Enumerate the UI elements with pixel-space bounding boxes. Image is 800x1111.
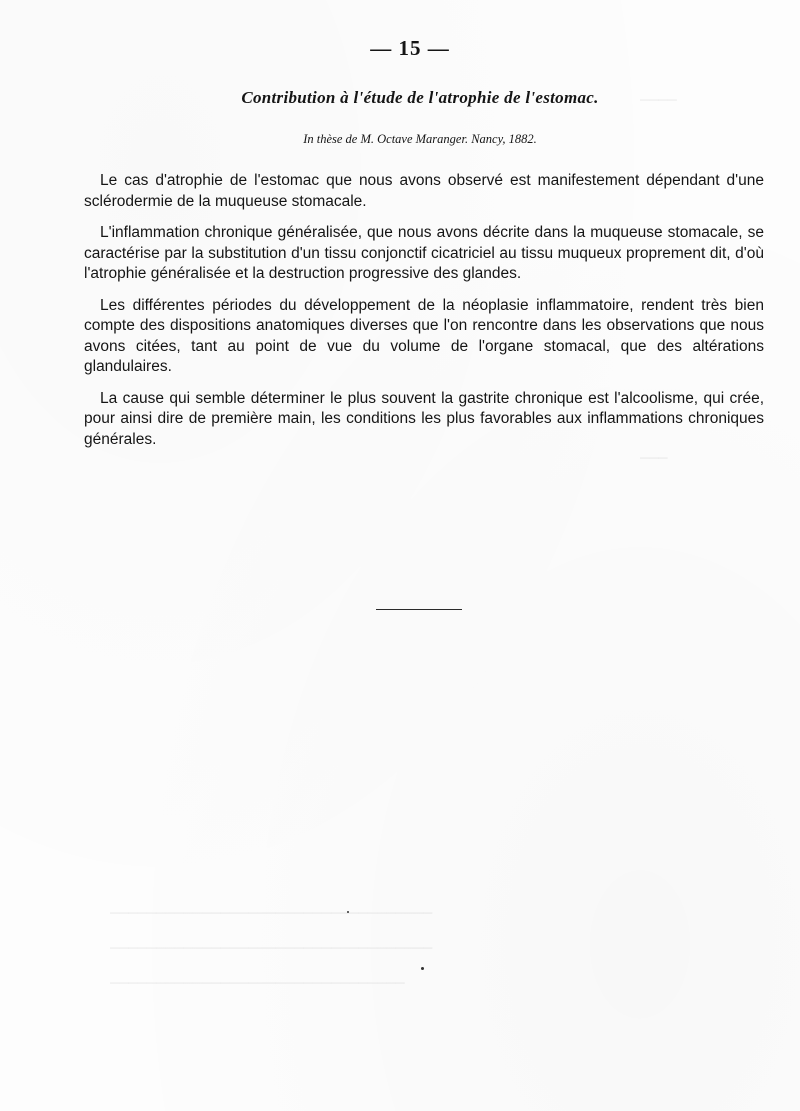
ink-speck xyxy=(421,967,424,970)
bleed-through: ──── xyxy=(640,92,677,107)
citation: In thèse de M. Octave Maranger. Nancy, 1882. xyxy=(303,132,537,146)
bleed-through: ─────────────────────────────────── xyxy=(110,940,433,955)
paragraph: Le cas d'atrophie de l'estomac que nous avons observé est manifestement dépendant d'une sclérodermie de la muqueuse stomacale. xyxy=(84,172,764,210)
ink-speck xyxy=(347,911,349,913)
paragraph: L'inflammation chronique généralisée, que nous avons décrite dans la muqueuse stomacale, se caractérise par la substitution d'un tissu conjonctif cicatriciel au tissu muqueux proprement dit, d'où l'atrophie généralisée et la destruction progressive des glandes. xyxy=(84,224,764,282)
bleed-through: ─── xyxy=(640,450,668,465)
page-number: — 15 — xyxy=(370,36,450,60)
paragraph: La cause qui semble déterminer le plus souvent la gastrite chronique est l'alcoolisme, qui crée, pour ainsi dire de première main, les conditions les plus favorables aux inflammations chroniques générales. xyxy=(84,389,764,448)
section-divider xyxy=(376,609,462,610)
article-title: Contribution à l'étude de l'atrophie de l'estomac. xyxy=(241,88,599,107)
bleed-through: ─────────────────────────────────── xyxy=(110,905,433,920)
paragraph: Les différentes périodes du développement de la néoplasie inflammatoire, rendent très bien compte des dispositions anatomiques diverses que l'on rencontre dans les observations que nous avons citées, tant au point de vue du volume de l'organe stomacal, que des altérations glandulaires. xyxy=(84,296,764,375)
bleed-through: ──────────────────────────────── xyxy=(110,975,405,990)
body-text xyxy=(84,171,764,461)
